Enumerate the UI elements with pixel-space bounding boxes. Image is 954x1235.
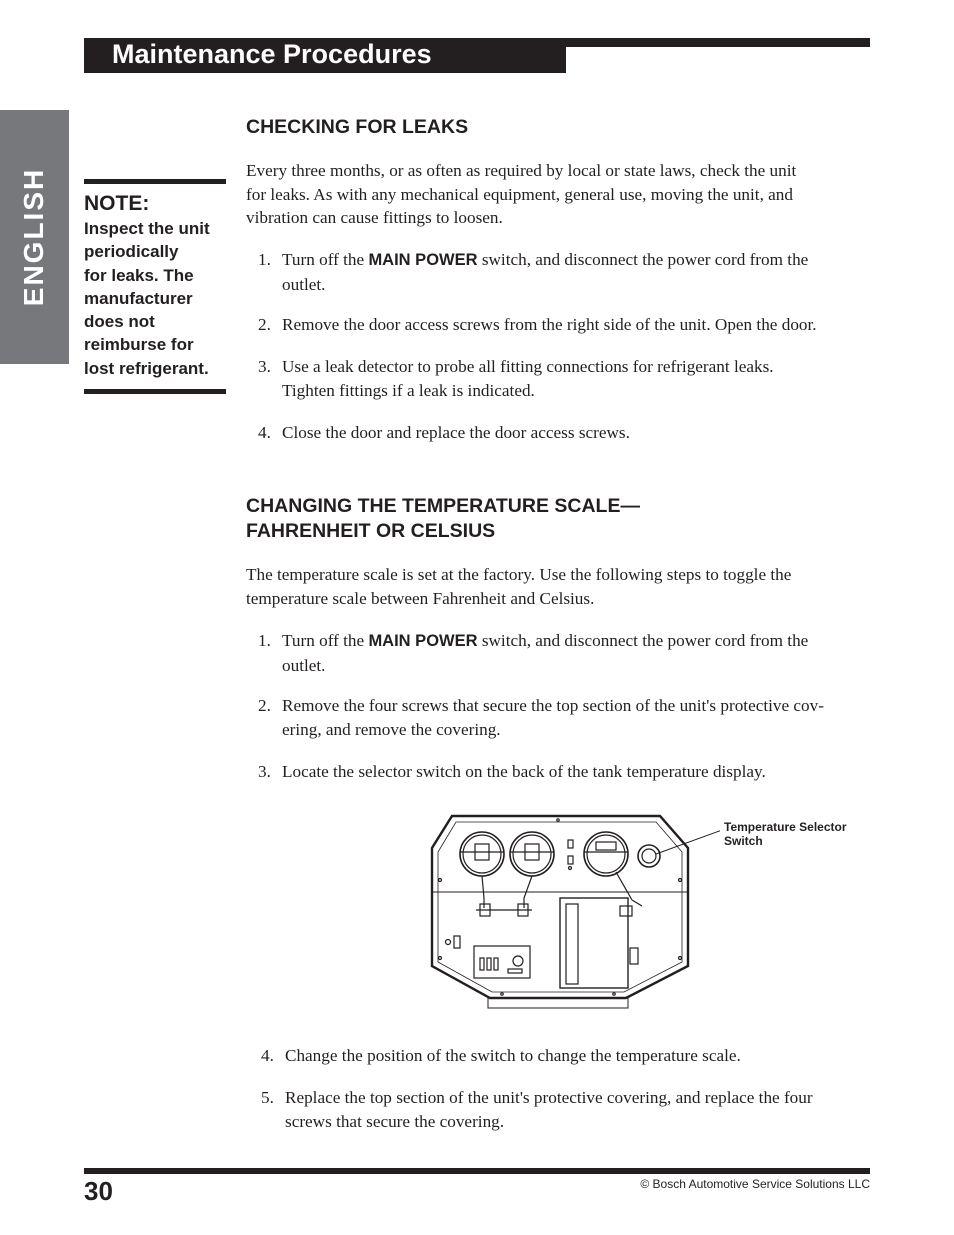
- section-heading-scale: [246, 494, 640, 544]
- note-line: manufacturer: [84, 288, 193, 308]
- gauge-right: [584, 832, 628, 876]
- note-line: periodically: [84, 242, 179, 262]
- scale-intro-line: temperature scale between Fahrenheit and Celsius.: [246, 588, 595, 608]
- step-number: 2.: [258, 315, 271, 334]
- leaks-intro-line: vibration can cause fittings to loosen.: [246, 208, 503, 227]
- step-number: 1.: [258, 631, 271, 650]
- temperature-selector-switch-icon: [638, 845, 660, 867]
- callout-line: Switch: [724, 834, 763, 848]
- step-number: 4.: [258, 423, 271, 442]
- gauge-left: [460, 832, 504, 876]
- scale-intro-line: The temperature scale is set at the factory. Use the following steps to toggle the: [246, 565, 792, 584]
- note-line: Inspect the unit: [84, 219, 210, 238]
- footer-rule: [84, 1168, 870, 1174]
- note-heading: NOTE:: [84, 192, 150, 215]
- step-text: ering, and remove the covering.: [282, 719, 501, 739]
- leaks-intro: [246, 159, 871, 230]
- step-text: Turn off the: [282, 250, 369, 269]
- step-text: Remove the four screws that secure the top section of the unit's protective cov-: [282, 696, 824, 715]
- copyright-notice: © Bosch Automotive Service Solutions LLC: [640, 1177, 870, 1191]
- gauge-middle: [510, 832, 554, 876]
- temperature-selector-switch-callout: [724, 820, 864, 848]
- step-number: 2.: [258, 696, 271, 715]
- page-number: 30: [84, 1176, 113, 1206]
- step-number: 5.: [261, 1088, 274, 1107]
- language-tab-label: ENGLISH: [18, 167, 49, 307]
- step-number: 4.: [261, 1046, 274, 1065]
- callout-line: Temperature Selector: [724, 820, 847, 834]
- main-power-label: MAIN POWER: [368, 251, 478, 269]
- heading-line: FAHRENHEIT OR CELSIUS: [246, 520, 496, 542]
- step-text: Close the door and replace the door access screws.: [282, 423, 630, 442]
- note-line: lost refrigerant.: [84, 358, 209, 378]
- note-line: reimburse for: [84, 335, 194, 355]
- section-heading-leaks: CHECKING FOR LEAKS: [246, 116, 469, 138]
- scale-intro: [246, 563, 871, 610]
- step-text: outlet.: [282, 274, 326, 294]
- step-text: Tighten fittings if a leak is indicated.: [282, 380, 535, 400]
- page-title: Maintenance Procedures: [112, 39, 432, 69]
- step-text: switch, and disconnect the power cord from the: [477, 631, 809, 650]
- main-power-label: MAIN POWER: [368, 632, 478, 650]
- step-text: Remove the door access screws from the right side of the unit. Open the door.: [282, 315, 817, 334]
- step-number: 3.: [258, 357, 271, 376]
- leaks-intro-line: Every three months, or as often as required by local or state laws, check the unit: [246, 161, 797, 180]
- step-text: outlet.: [282, 655, 326, 675]
- step-text: Locate the selector switch on the back of the tank temperature display.: [282, 762, 766, 781]
- heading-line: CHANGING THE TEMPERATURE SCALE—: [246, 495, 640, 517]
- unit-back-panel-diagram: [420, 808, 720, 1018]
- note-line: does not: [84, 312, 155, 332]
- note-top-rule: [84, 179, 226, 184]
- circuit-board: [560, 898, 628, 988]
- step-text: screws that secure the covering.: [285, 1111, 505, 1131]
- step-number: 3.: [258, 762, 271, 781]
- note-line: for leaks. The: [84, 265, 194, 285]
- note-bottom-rule: [84, 389, 226, 394]
- step-text: Replace the top section of the unit's protective covering, and replace the four: [285, 1088, 813, 1107]
- leaks-intro-line: for leaks. As with any mechanical equipment, general use, moving the unit, and: [246, 184, 793, 204]
- step-text: Turn off the: [282, 631, 369, 650]
- step-text: Use a leak detector to probe all fitting connections for refrigerant leaks.: [282, 357, 774, 376]
- note-body: [84, 217, 232, 380]
- step-text: switch, and disconnect the power cord from the: [477, 250, 809, 269]
- step-text: Change the position of the switch to change the temperature scale.: [285, 1046, 741, 1065]
- step-number: 1.: [258, 250, 271, 269]
